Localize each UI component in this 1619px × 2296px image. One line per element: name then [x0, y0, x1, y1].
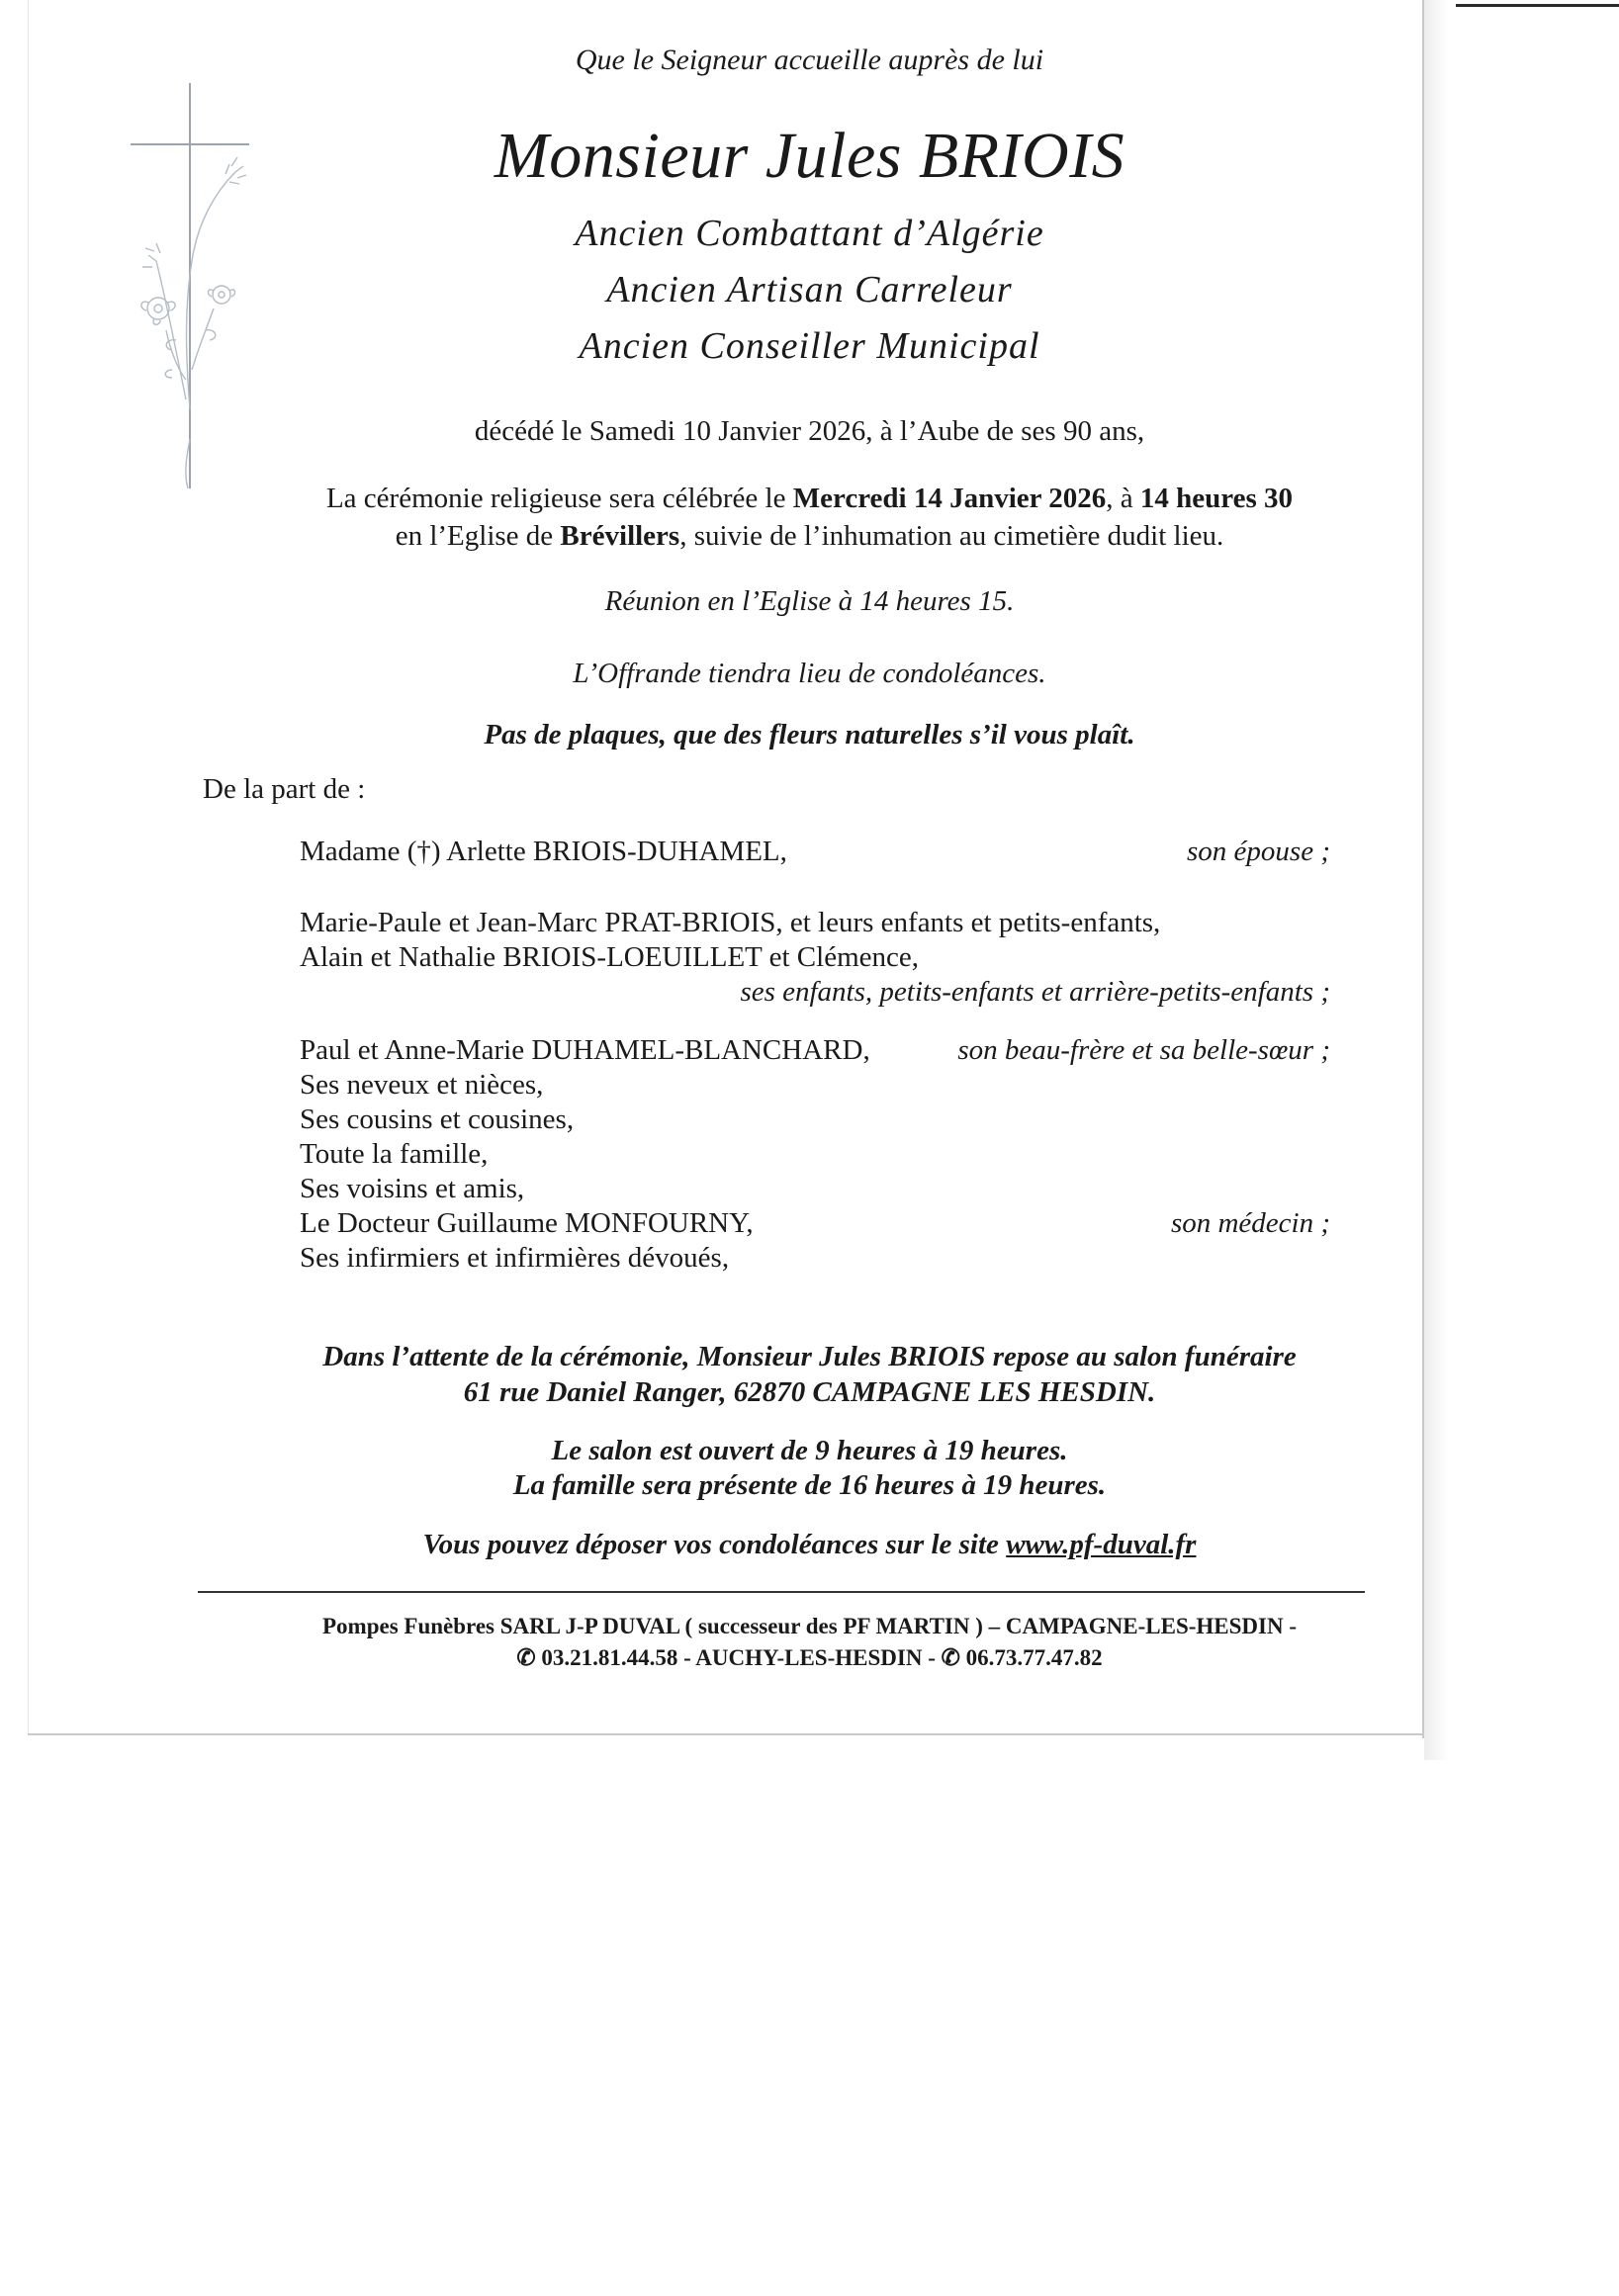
ceremony-time: 14 heures 30	[1139, 483, 1294, 514]
neveux-line: Ses neveux et nièces,	[300, 1069, 544, 1101]
inlaws-name: Paul et Anne-Marie DUHAMEL-BLANCHARD,	[300, 1034, 870, 1066]
ceremony-text: La cérémonie religieuse sera célébrée le	[325, 483, 793, 514]
sheet-bottom-edge	[28, 1733, 1422, 1735]
children-relation: ses enfants, petits-enfants et arrière-petits-enfants ;	[740, 976, 1330, 1008]
spouse-relation: son épouse ;	[1187, 836, 1330, 867]
infirmiers-line: Ses infirmiers et infirmières dévoués,	[300, 1242, 730, 1274]
phone-icon: ✆	[516, 1645, 536, 1670]
docteur-line: Le Docteur Guillaume MONFOURNY,	[300, 1207, 754, 1239]
inlaws-relation: son beau-frère et sa belle-sœur ;	[957, 1034, 1330, 1066]
reunion-note: Réunion en l’Eglise à 14 heures 15.	[604, 585, 1015, 617]
condoleances-line	[0, 1529, 1619, 1561]
plaques-note: Pas de plaques, que des fleurs naturelles s’il vous plaît.	[484, 719, 1135, 751]
ceremony-line-2	[0, 520, 1619, 553]
ceremony-date: Mercredi 14 Janvier 2026	[792, 483, 1107, 514]
condoleances-text: Vous pouvez déposer vos condoléances sur le site	[422, 1529, 1007, 1560]
salon-address: 61 rue Daniel Ranger, 62870 CAMPAGNE LES HESDIN.	[463, 1376, 1156, 1408]
footer-company-line: Pompes Funèbres SARL J-P DUVAL ( successeur des PF MARTIN ) – CAMPAGNE-LES-HESDIN -	[321, 1614, 1298, 1638]
death-announcement: décédé le Samedi 10 Janvier 2026, à l’Aube de ses 90 ans,	[474, 415, 1145, 447]
docteur-relation: son médecin ;	[1170, 1207, 1330, 1239]
footer-phone-1: 03.21.81.44.58 - AUCHY-LES-HESDIN -	[541, 1645, 942, 1670]
church-place: Brévillers	[560, 520, 680, 552]
ceremony-line-1	[0, 483, 1619, 515]
footer-divider	[198, 1591, 1365, 1593]
voisins-line: Ses voisins et amis,	[300, 1173, 525, 1204]
spouse-name: Madame (†) Arlette BRIOIS-DUHAMEL,	[300, 836, 787, 867]
footer-phone-line	[0, 1645, 1619, 1671]
famille-line: Toute la famille,	[300, 1138, 489, 1170]
burial-text: , suivie de l’inhumation au cimetière dudit lieu.	[679, 520, 1224, 552]
deceased-name: Monsieur Jules BRIOIS	[494, 120, 1125, 192]
church-prefix: en l’Eglise de	[395, 520, 561, 552]
ceremony-sep: , à	[1106, 483, 1140, 514]
salon-line-1: Dans l’attente de la cérémonie, Monsieur Jules BRIOIS repose au salon funéraire	[322, 1341, 1297, 1372]
footer-phone-2: 06.73.77.47.82	[965, 1645, 1103, 1670]
salon-hours: Le salon est ouvert de 9 heures à 19 heures.	[551, 1435, 1068, 1466]
title-line-1: Ancien Combattant d’Algérie	[575, 213, 1044, 254]
website-link[interactable]: www.pf-duval.fr	[1006, 1529, 1197, 1560]
children-line-2: Alain et Nathalie BRIOIS-LOEUILLET et Clémence,	[300, 941, 919, 973]
title-line-2: Ancien Artisan Carreleur	[606, 269, 1013, 310]
cousins-line: Ses cousins et cousines,	[300, 1104, 575, 1135]
header-prayer: Que le Seigneur accueille auprès de lui	[575, 44, 1044, 76]
offrande-note: L’Offrande tiendra lieu de condoléances.	[573, 658, 1046, 689]
family-hours: La famille sera présente de 16 heures à 19 heures.	[512, 1469, 1107, 1501]
top-right-rule	[1456, 4, 1619, 7]
title-line-3: Ancien Conseiller Municipal	[579, 325, 1040, 367]
phone-icon-2: ✆	[941, 1645, 960, 1670]
children-line-1: Marie-Paule et Jean-Marc PRAT-BRIOIS, et leurs enfants et petits-enfants,	[300, 907, 1161, 938]
de-la-part-label: De la part de :	[203, 773, 366, 805]
